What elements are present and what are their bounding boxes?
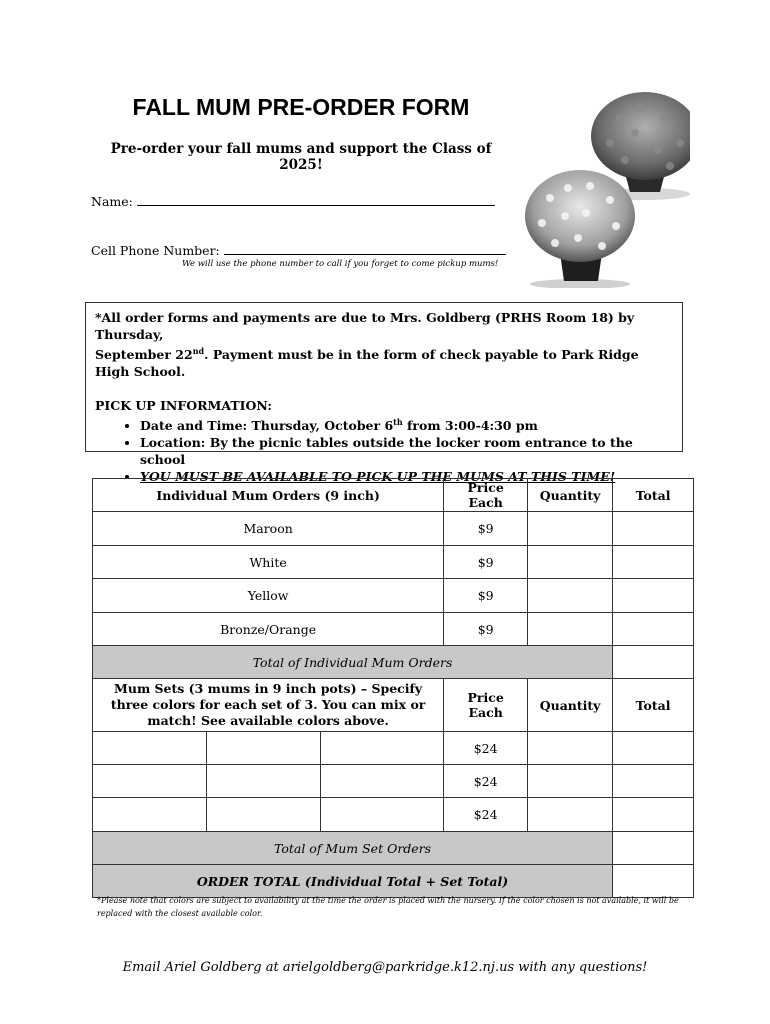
price-cell: $9: [444, 512, 528, 546]
price-cell: $24: [444, 732, 528, 765]
name-label: Name:: [91, 194, 133, 209]
quantity-input[interactable]: [528, 579, 613, 613]
set-color-input[interactable]: [206, 798, 320, 832]
color-cell: Maroon: [93, 512, 444, 546]
total-input[interactable]: [613, 732, 694, 765]
header-price: Price Each: [444, 479, 528, 512]
pickup-warning: • YOU MUST BE AVAILABLE TO PICK UP THE MUMS AT THIS TIME!: [140, 468, 673, 485]
pickup-list: [95, 414, 673, 485]
table-row: [93, 613, 694, 646]
individual-total-label: Total of Individual Mum Orders: [93, 646, 613, 679]
phone-line[interactable]: [224, 242, 506, 255]
quantity-input[interactable]: [528, 798, 613, 832]
total-input[interactable]: [613, 579, 694, 613]
phone-label: Cell Phone Number:: [91, 243, 220, 258]
set-color-input[interactable]: [320, 765, 444, 798]
pickup-heading: PICK UP INFORMATION:: [95, 398, 272, 414]
contact-email: Email Ariel Goldberg at arielgoldberg@parkridge.k12.nj.us with any questions!: [122, 960, 648, 975]
phone-note: We will use the phone number to call if you forget to come pickup mums!: [182, 259, 499, 269]
set-color-input[interactable]: [206, 765, 320, 798]
total-input[interactable]: [613, 546, 694, 579]
price-cell: $9: [444, 579, 528, 613]
name-field[interactable]: [91, 193, 495, 209]
price-cell: $9: [444, 546, 528, 579]
total-input[interactable]: [613, 512, 694, 546]
set-header: Mum Sets (3 mums in 9 inch pots) – Specify three colors for each set of 3. You can mix or match! See available colors above.: [93, 679, 444, 732]
set-color-input[interactable]: [320, 732, 444, 765]
header-price: Price Each: [444, 679, 528, 732]
table-row: [93, 546, 694, 579]
order-total-row: [93, 865, 694, 898]
price-cell: $9: [444, 613, 528, 646]
individual-total-input[interactable]: [613, 646, 694, 679]
header-quantity: Quantity: [528, 679, 613, 732]
disclaimer: *Please note that colors are subject to availability at the time the order is placed with the nursery. If the color chosen is not available, it will be replaced with the closest available color.: [97, 896, 679, 918]
total-input[interactable]: [613, 613, 694, 646]
pickup-date: • Date and Time: Thursday, October 6th from 3:00-4:30 pm: [140, 414, 673, 434]
quantity-input[interactable]: [528, 512, 613, 546]
order-table: [92, 478, 694, 898]
price-cell: $24: [444, 765, 528, 798]
set-color-input[interactable]: [320, 798, 444, 832]
header-total: Total: [613, 679, 694, 732]
color-cell: Yellow: [93, 579, 444, 613]
quantity-input[interactable]: [528, 732, 613, 765]
set-color-input[interactable]: [206, 732, 320, 765]
order-total-label: ORDER TOTAL (Individual Total + Set Total): [93, 865, 613, 898]
table-row: [93, 765, 694, 798]
header-quantity: Quantity: [528, 479, 613, 512]
form-subtitle: Pre-order your fall mums and support the Class of 2025!: [110, 141, 492, 173]
table-row: [93, 732, 694, 765]
order-total-input[interactable]: [613, 865, 694, 898]
mum-plants-image: [520, 88, 690, 288]
form-title: FALL MUM PRE-ORDER FORM: [132, 94, 470, 120]
info-box: [85, 302, 683, 485]
header-total: Total: [613, 479, 694, 512]
quantity-input[interactable]: [528, 546, 613, 579]
quantity-input[interactable]: [528, 613, 613, 646]
name-line[interactable]: [137, 193, 495, 206]
quantity-input[interactable]: [528, 765, 613, 798]
table-row: [93, 579, 694, 613]
table-header-row: [93, 479, 694, 512]
set-color-input[interactable]: [93, 732, 207, 765]
total-input[interactable]: [613, 798, 694, 832]
table-row: [93, 512, 694, 546]
color-cell: White: [93, 546, 444, 579]
price-cell: $24: [444, 798, 528, 832]
phone-field[interactable]: [91, 242, 506, 258]
color-cell: Bronze/Orange: [93, 613, 444, 646]
total-input[interactable]: [613, 765, 694, 798]
set-header-row: [93, 679, 694, 732]
set-color-input[interactable]: [93, 765, 207, 798]
set-color-input[interactable]: [93, 798, 207, 832]
individual-total-row: [93, 646, 694, 679]
header-individual: Individual Mum Orders (9 inch): [93, 479, 444, 512]
pickup-location: • Location: By the picnic tables outside the locker room entrance to the school: [140, 434, 673, 468]
table-row: [93, 798, 694, 832]
set-total-input[interactable]: [613, 832, 694, 865]
set-total-row: [93, 832, 694, 865]
set-total-label: Total of Mum Set Orders: [93, 832, 613, 865]
due-date-text: *All order forms and payments are due to Mrs. Goldberg (PRHS Room 18) by Thursday, September 22nd. Payment must be in the form of check payable to Park Ridge High School.: [95, 310, 639, 380]
